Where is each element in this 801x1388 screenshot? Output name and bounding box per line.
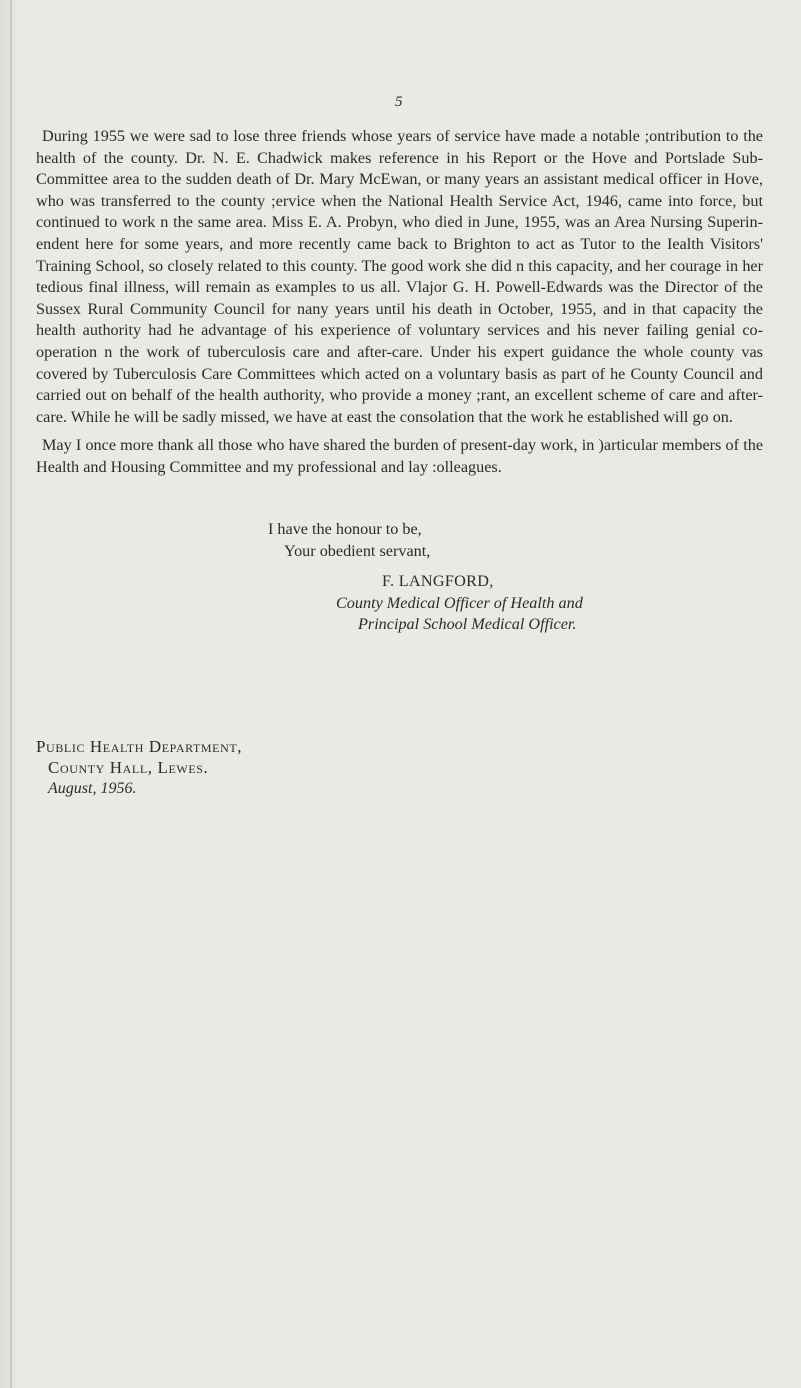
address-block [36, 736, 242, 799]
signature-title-line1: County Medical Officer of Health and [336, 594, 583, 612]
binding-gutter [10, 0, 12, 1388]
paragraph-obituaries: During 1955 we were sad to lose three friends whose years of service have made a notable ;ontribution to the health of the county. Dr. N. E. Chadwick makes reference in his Report or the Hove and Portslade Sub-Committee area to the sudden death of Dr. Mary McEwan, or many years an assistant medical officer in Hove, who was transferred to the county ;ervice when the National Health Service Act, 1946, came into force, but continued to work n the same area. Miss E. A. Probyn, who died in June, 1955, was an Area Nursing Superin-endent here for some years, and more recently came back to Brighton to act as Tutor to the Iealth Visitors' Training School, so closely related to this county. The good work she did n this capacity, and her courage in her tedious final illness, will remain as examples to us all. Vlajor G. H. Powell-Edwards was the Director of the Sussex Rural Community Council for nany years until his death in October, 1955, and in that capacity the health authority had he advantage of his experience of voluntary services and his never failing genial co-operation n the work of tuberculosis care and after-care. Under his expert guidance the whole county vas covered by Tuberculosis Care Committees which acted on a voluntary basis as part of he County Council and carried out on behalf of the health authority, who provide a money ;rant, an excellent scheme of care and after-care. While he will be sadly missed, we have at east the consolation that the work he established will go on. [36, 127, 763, 426]
signature-title-line2: Principal School Medical Officer. [358, 615, 577, 633]
closing-servant: Your obedient servant, [284, 542, 431, 560]
closing-honour: I have the honour to be, [268, 520, 422, 538]
signature-name: F. LANGFORD, [382, 572, 494, 590]
address-hall: County Hall, Lewes. [48, 758, 209, 777]
page-number: 5 [395, 94, 403, 110]
address-date: August, 1956. [48, 780, 137, 797]
letter-body [36, 126, 763, 479]
paragraph-thanks: May I once more thank all those who have shared the burden of present-day work, in )articular members of the Health and Housing Committee and my professional and lay :olleagues. [36, 436, 763, 476]
address-department: Public Health Department, [36, 737, 243, 756]
